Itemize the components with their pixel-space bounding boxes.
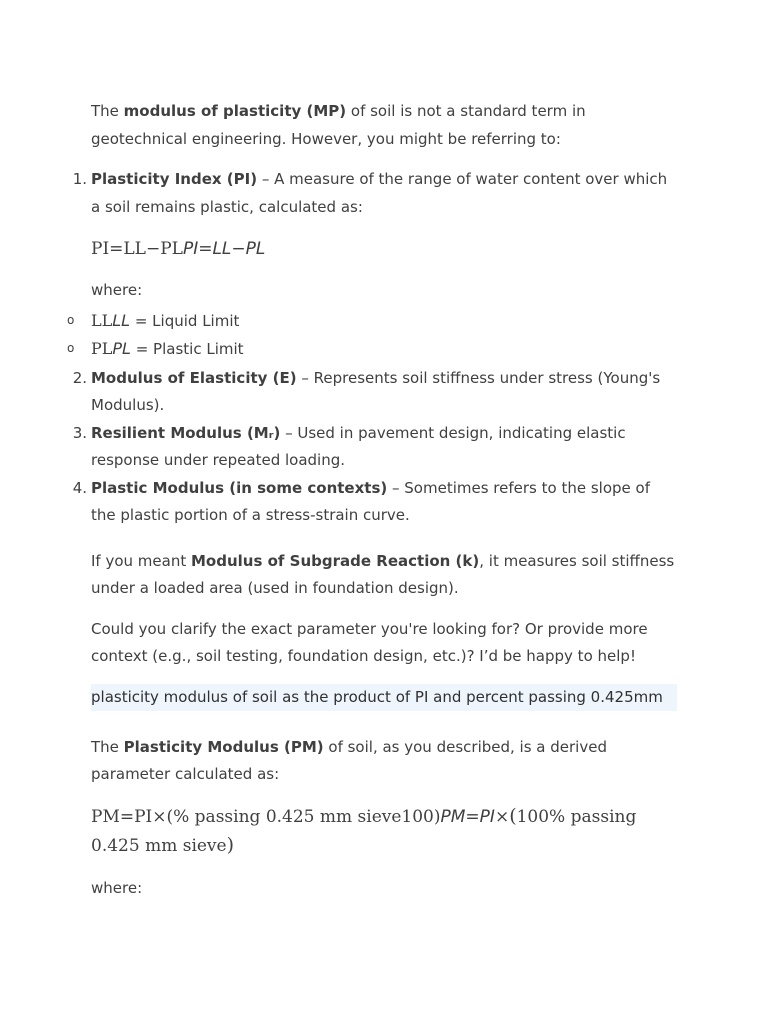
pm-intro-paragraph: The Plasticity Modulus (PM) of soil, as you described, is a derived parameter calculated as: [91, 737, 607, 783]
subgrade-paragraph: If you meant Modulus of Subgrade Reaction (k), it measures soil stiffness under a loaded area (used in foundation design). [91, 551, 675, 597]
pm-formula: PM=PI×(% passing 0.425 mm sieve100)PM=PI×(100% passing 0.425 mm sieve) [91, 804, 637, 856]
where-label: where: [91, 878, 143, 897]
list-item-title: Plastic Modulus (in some contexts) [91, 478, 388, 497]
intro-bold-term: modulus of plasticity (MP) [123, 102, 347, 120]
list-item [72, 475, 677, 530]
list-number: 4. [72, 478, 87, 497]
list-item-text: – Represents soil stiffness under stress (Young's Modulus). [91, 368, 661, 414]
sub-list-item: o PLPL = Plastic Limit [91, 335, 677, 363]
list-item [72, 166, 677, 221]
clarify-paragraph: Could you clarify the exact parameter you're looking for? Or provide more context (e.g., soil testing, foundation design, etc.)? I’d be happy to help! [91, 619, 648, 665]
list-item-title: Modulus of Elasticity (E) [91, 368, 297, 387]
list-number: 1. [72, 170, 87, 188]
chat-content [67, 98, 677, 902]
list-item-text: – Used in pavement design, indicating elastic response under repeated loading. [91, 423, 626, 469]
list-item-title: Plasticity Index (PI) [91, 170, 258, 188]
list-item-text: – Sometimes refers to the slope of the plastic portion of a stress-strain curve. [91, 478, 650, 524]
list-item-text: – A measure of the range of water content over which a soil remains plastic, calculated as: [91, 170, 668, 216]
list-item [72, 365, 677, 420]
bullet-icon: o [67, 312, 75, 327]
pi-formula: PI=LL−PLPI=LL−PL [91, 239, 266, 259]
list-item-title: Resilient Modulus (Mᵣ) [91, 423, 281, 442]
list-item [72, 420, 677, 475]
intro-paragraph: The modulus of plasticity (MP) of soil is not a standard term in geotechnical engineering. However, you might be referring to: [91, 102, 586, 148]
user-message[interactable]: plasticity modulus of soil as the product of PI and percent passing 0.425mm [91, 684, 677, 711]
sub-list-item: o LLLL = Liquid Limit [91, 307, 677, 335]
bullet-icon: o [67, 340, 75, 355]
list-number: 3. [72, 423, 87, 442]
list-number: 2. [72, 368, 87, 387]
where-label: where: [91, 281, 143, 299]
